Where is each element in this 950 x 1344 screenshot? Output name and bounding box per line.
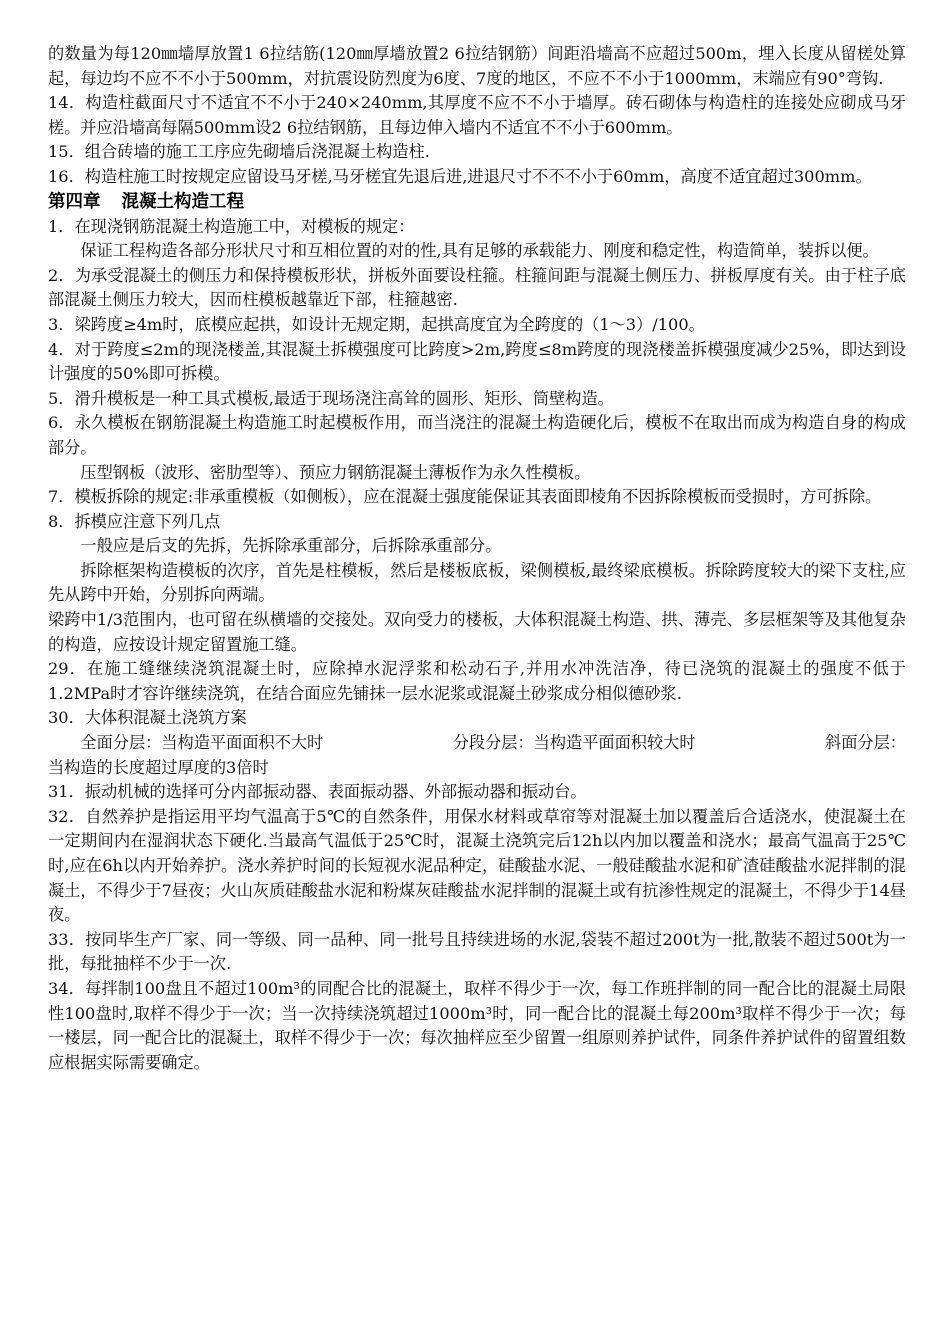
item-8-point-b: 拆除框架构造模板的次序，首先是柱模板，然后是楼板底板，梁侧模板,最终梁底模板。拆除跨度较大的梁下支柱,应先从跨中开始，分别拆向两端。	[48, 560, 906, 605]
item-5: 5．滑升模板是一种工具式模板,最适于现场浇注高耸的圆形、矩形、筒壁构造。	[48, 388, 614, 408]
item-4: 4．对于跨度≤2m的现浇楼盖,其混凝土拆模强度可比跨度>2m,跨度≤8m跨度的现浇楼盖拆模强度减少25%，即达到设计强度的50%即可拆模。	[48, 339, 906, 384]
item-33: 33．按同毕生产厂家、同一等级、同一品种、同一批号且持续进场的水泥,袋装不超过200t为一批,散装不超过500t为一批，每批抽样不少于一次.	[48, 929, 906, 974]
item-31: 31．振动机械的选择可分内部振动器、表面振动器、外部振动器和振动台。	[48, 782, 587, 802]
item-15: 15．组合砖墙的施工工序应先砌墙后浇混凝土构造柱.	[48, 142, 430, 162]
item-2: 2．为承受混凝土的侧压力和保持模板形状，拼板外面要设柱箍。柱箍间距与混凝土侧压力、拼板厚度有关。由于柱子底部混凝土侧压力较大，因而柱模板越靠近下部，柱箍越密.	[48, 265, 906, 310]
slope-layer-condition: 当构造的长度超过厚度的3倍时	[48, 757, 269, 777]
item-7: 7．模板拆除的规定:非承重模板（如侧板），应在混凝土强度能保证其表面即棱角不因拆除模板而受损时，方可拆除。	[48, 487, 882, 507]
item-8: 8．拆模应注意下列几点	[48, 511, 221, 531]
item-14: 14．构造柱截面尺寸不适宜不不小于240×240mm,其厚度不应不不小于墙厚。砖石砌体与构造柱的连接处应砌成马牙槎。并应沿墙高每隔500mm设2 6拉结钢筋，且每边伸入墙内不适宜不不小于600mm。	[48, 93, 906, 137]
item-6-detail: 压型钢板（波形、密肋型等）、预应力钢筋混凝土薄板作为永久性模板。	[80, 462, 591, 482]
slope-layer-method: 斜面分层：	[825, 733, 906, 753]
full-layer-method: 全面分层：当构造平面面积不大时	[80, 733, 324, 753]
item-1: 1．在现浇钢筋混凝土构造施工中，对模板的规定：	[48, 216, 415, 236]
item-32: 32．自然养护是指运用平均气温高于5℃的自然条件，用保水材料或草帘等对混凝土加以覆盖后合适浇水，使混凝土在一定期间内在湿润状态下硬化.当最高气温低于25℃时，混凝土浇筑完后12h以内加以覆盖和浇水；最高气温高于25℃时,应在6h以内开始养护。浇水养护时间的长短视水泥品种定，硅酸盐水泥、一般硅酸盐水泥和矿渣硅酸盐水泥拌制的混凝土，不得少于7昼夜；火山灰质硅酸盐水泥和粉煤灰硅酸盐水泥拌制的混凝土或有抗渗性规定的混凝土，不得少于14昼夜。	[48, 806, 906, 925]
item-34: 34．每拌制100盘且不超过100m³的同配合比的混凝土，取样不得少于一次，每工作班拌制的同一配合比的混凝土局限性100盘时,取样不得少于一次；当一次持续浇筑超过1000m³时，同一配合比的混凝土每200m³取样不得少于一次；每一楼层，同一配合比的混凝土，取样不得少于一次；每次抽样应至少留置一组原则养护试件，同条件养护试件的留置组数应根据实际需要确定。	[48, 978, 906, 1072]
item-8-point-a: 一般应是后支的先拆，先拆除承重部分，后拆除承重部分。	[80, 536, 502, 556]
item-29: 29．在施工缝继续浇筑混凝土时，应除掉水泥浮浆和松动石子,并用水冲洗洁净，待已浇筑的混凝土的强度不低于1.2MPa时才容许继续浇筑，在结合面应先铺抹一层水泥浆或混凝土砂浆成分相似德砂浆.	[48, 659, 906, 703]
chapter-number: 第四章	[48, 191, 101, 212]
segment-layer-method: 分段分层：当构造平面面积较大时	[452, 733, 696, 753]
item-3: 3．梁跨度≥4m时，底模应起拱，如设计无规定期，起拱高度宜为全跨度的（1～3）/100。	[48, 314, 705, 334]
paragraph-tie-bars: 的数量为每120㎜墙厚放置1 6拉结筋(120㎜厚墙放置2 6拉结钢筋）间距沿墙高不应超过500m，埋入长度从留槎处算起，每边均不应不不小于500mm，对抗震设防烈度为6度、7度的地区，不应不不小于1000mm，末端应有90°弯钩.	[48, 44, 906, 88]
construction-joint-paragraph: 梁跨中1/3范围内，也可留在纵横墙的交接处。双向受力的楼板，大体积混凝土构造、拱、薄壳、多层框架等及其他复杂的构造，应按设计规定留置施工缝。	[48, 610, 906, 654]
item-1-detail: 保证工程构造各部分形状尺寸和互相位置的对的性,具有足够的承载能力、刚度和稳定性，构造简单，装拆以便。	[80, 241, 879, 261]
item-30-pour-methods	[48, 731, 906, 756]
chapter-heading	[48, 190, 906, 215]
item-30: 30．大体积混凝土浇筑方案	[48, 708, 247, 728]
chapter-title: 混凝土构造工程	[121, 191, 244, 212]
item-6: 6．永久模板在钢筋混凝土构造施工时起模板作用，而当浇注的混凝土构造硬化后，模板不在取出而成为构造自身的构成部分。	[48, 413, 906, 457]
item-16: 16．构造柱施工时按规定应留设马牙槎,马牙槎宜先退后进,进退尺寸不不不小于60mm，高度不适宜超过300mm。	[48, 166, 872, 186]
